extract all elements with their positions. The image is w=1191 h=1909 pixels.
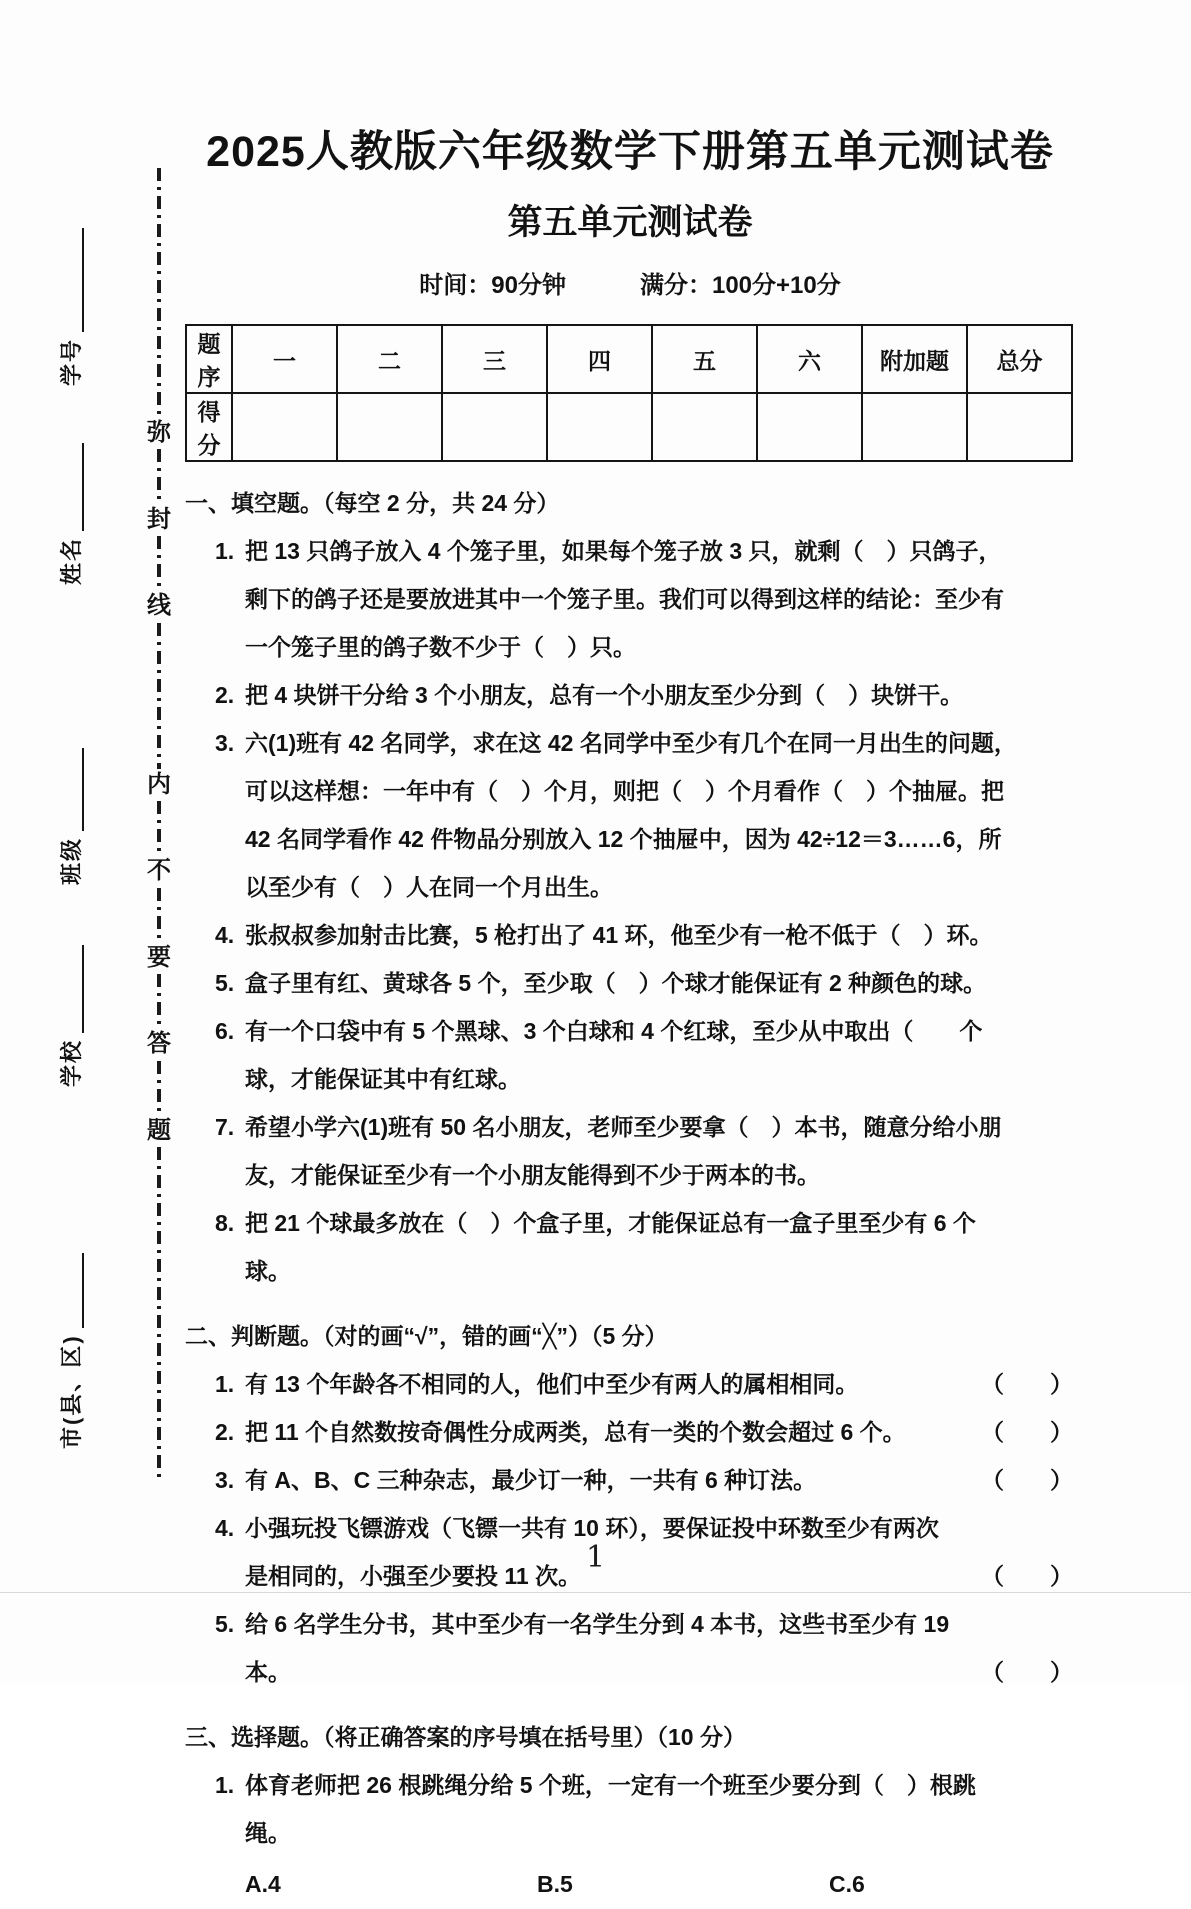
paper-content bbox=[185, 0, 1075, 1909]
question-text: 有 A、B、C 三种杂志，最少订一种，一共有 6 种订法。 bbox=[245, 1467, 817, 1494]
seal-line-segment bbox=[157, 801, 161, 855]
exam-info-row bbox=[185, 265, 1075, 300]
question-text: 体育老师把 26 根跳绳分给 5 个班，一定有一个班至少要分到（ ）根跳绳。 bbox=[245, 1772, 976, 1847]
score-cell bbox=[862, 393, 967, 461]
seal-char: 内 bbox=[147, 770, 171, 798]
section-fill-heading: 一、填空题。（每空 2 分，共 24 分） bbox=[185, 490, 560, 517]
seal-line-segment bbox=[157, 1061, 161, 1115]
seal-char: 答 bbox=[147, 1030, 171, 1058]
field-class-label: 班级 bbox=[58, 836, 84, 885]
score-table-score-row bbox=[186, 393, 1072, 461]
score-cell bbox=[337, 393, 442, 461]
question-number: 7. bbox=[215, 1114, 235, 1141]
score-table-header-cell: 附加题 bbox=[862, 325, 967, 393]
question-number: 6. bbox=[215, 1018, 235, 1045]
score-table bbox=[185, 324, 1073, 462]
question-number: 4. bbox=[215, 922, 235, 949]
score-cell bbox=[757, 393, 862, 461]
answer-parentheses: （ ） bbox=[981, 1371, 1073, 1398]
seal-line-segment bbox=[157, 536, 161, 590]
question-number: 2. bbox=[215, 682, 235, 709]
seal-line-segment bbox=[157, 168, 161, 417]
fill-question-2 bbox=[215, 671, 1075, 719]
question-number: 2. bbox=[215, 1419, 235, 1446]
score-table-header-cell: 题序 bbox=[186, 325, 232, 393]
field-name-label: 姓名 bbox=[58, 536, 84, 585]
section-judge-heading: 二、判断题。（对的画“√”，错的画“╳”）（5 分） bbox=[185, 1323, 668, 1350]
page-number: 1 bbox=[585, 1540, 606, 1575]
fill-question-4 bbox=[215, 911, 1075, 959]
seal-line-segment bbox=[157, 974, 161, 1028]
question-text: 盒子里有红、黄球各 5 个，至少取（ ）个球才能保证有 2 种颜色的球。 bbox=[245, 970, 987, 997]
question-number: 8. bbox=[215, 1210, 235, 1237]
answer-parentheses: （ ） bbox=[981, 1659, 1073, 1686]
paper-subtitle: 第五单元测试卷 bbox=[507, 203, 753, 243]
seal-char: 封 bbox=[147, 505, 171, 533]
question-text: 把 21 个球最多放在（ ）个盒子里，才能保证总有一盒子里至少有 6 个球。 bbox=[245, 1210, 976, 1285]
score-table-header-cell: 六 bbox=[757, 325, 862, 393]
question-number: 4. bbox=[215, 1515, 235, 1542]
score-table-header-row bbox=[186, 325, 1072, 393]
question-number: 5. bbox=[215, 1611, 235, 1638]
field-school bbox=[48, 945, 92, 1087]
fill-question-8 bbox=[215, 1199, 1075, 1295]
question-text: 把 11 个自然数按奇偶性分成两类，总有一类的个数会超过 6 个。 bbox=[245, 1419, 906, 1446]
choice-question-1-options bbox=[245, 1859, 1075, 1909]
question-number: 3. bbox=[215, 730, 235, 757]
question-text: 六(1)班有 42 名同学，求在这 42 名同学中至少有几个在同一月出生的问题，可以这样想：一年中有（ ）个月，则把（ ）个月看作（ ）个抽屉。把 42 名同学看作 42 件物品分别放入 12 个抽屉中，因为 42÷12＝3……6，所以至少有（ ）人在同一个月出生。 bbox=[245, 730, 1017, 901]
score-table-header-cell: 二 bbox=[337, 325, 442, 393]
seal-line-segment bbox=[157, 623, 161, 769]
field-student-id-label: 学号 bbox=[58, 337, 84, 386]
question-text: 有 13 个年龄各不相同的人，他们中至少有两人的属相相同。 bbox=[245, 1371, 859, 1398]
fill-question-7 bbox=[215, 1103, 1075, 1199]
section-choice-heading: 三、选择题。（将正确答案的序号填在括号里）（10 分） bbox=[185, 1724, 746, 1751]
fill-question-3 bbox=[215, 719, 1075, 911]
score-table-header-cell: 四 bbox=[547, 325, 652, 393]
question-text: 给 6 名学生分书，其中至少有一名学生分到 4 本书，这些书至少有 19 本。 bbox=[245, 1611, 950, 1686]
question-number: 5. bbox=[215, 970, 235, 997]
seal-char: 题 bbox=[147, 1116, 171, 1144]
judge-question-5 bbox=[215, 1600, 1075, 1696]
seal-char: 要 bbox=[147, 943, 171, 971]
seal-line-segment bbox=[157, 888, 161, 942]
score-table-header-cell: 一 bbox=[232, 325, 337, 393]
seal-line-segment bbox=[157, 449, 161, 503]
seal-line bbox=[146, 168, 172, 1483]
exam-full-score: 满分：100分+10分 bbox=[639, 272, 841, 300]
field-name-blank-line bbox=[56, 443, 84, 531]
score-cell bbox=[652, 393, 757, 461]
fill-question-6 bbox=[215, 1007, 1075, 1103]
question-number: 1. bbox=[215, 1371, 235, 1398]
option-b: B.5 bbox=[537, 1871, 573, 1898]
score-table-header-cell: 总分 bbox=[967, 325, 1072, 393]
score-table-header-cell: 三 bbox=[442, 325, 547, 393]
field-name bbox=[48, 443, 92, 585]
page-bottom-divider bbox=[0, 1592, 1191, 1593]
question-number: 3. bbox=[215, 1467, 235, 1494]
answer-parentheses: （ ） bbox=[981, 1563, 1073, 1590]
field-student-id bbox=[48, 228, 92, 386]
option-a: A.4 bbox=[245, 1871, 281, 1898]
judge-question-3 bbox=[215, 1456, 1075, 1504]
field-class bbox=[48, 748, 92, 885]
field-school-label: 学校 bbox=[58, 1038, 84, 1087]
score-cell bbox=[442, 393, 547, 461]
seal-char: 不 bbox=[147, 857, 171, 885]
field-city-district-blank-line bbox=[56, 1253, 84, 1328]
field-class-blank-line bbox=[56, 748, 84, 831]
question-number: 1. bbox=[215, 1772, 235, 1799]
field-city-district bbox=[48, 1253, 92, 1449]
judge-question-2 bbox=[215, 1408, 1075, 1456]
question-text: 希望小学六(1)班有 50 名小朋友，老师至少要拿（ ）本书，随意分给小朋友，才能保证至少有一个小朋友能得到不少于两本的书。 bbox=[245, 1114, 1002, 1189]
field-school-blank-line bbox=[56, 945, 84, 1033]
field-city-district-label: 市(县、区) bbox=[58, 1334, 84, 1449]
question-text: 把 13 只鸽子放入 4 个笼子里，如果每个笼子放 3 只，就剩（ ）只鸽子，剩下的鸽子还是要放进其中一个笼子里。我们可以得到这样的结论：至少有一个笼子里的鸽子数不少于（ ）只。 bbox=[245, 538, 1004, 661]
paper-title: 2025人教版六年级数学下册第五单元测试卷 bbox=[206, 128, 1054, 176]
choice-question-1 bbox=[215, 1761, 1075, 1857]
question-number: 1. bbox=[215, 538, 235, 565]
field-student-id-blank-line bbox=[56, 228, 84, 332]
seal-char: 线 bbox=[147, 592, 171, 620]
score-cell bbox=[232, 393, 337, 461]
fill-question-1 bbox=[215, 527, 1075, 671]
seal-line-segment bbox=[157, 1147, 161, 1483]
score-table-header-cell: 五 bbox=[652, 325, 757, 393]
option-c: C.6 bbox=[829, 1871, 865, 1898]
question-text: 有一个口袋中有 5 个黑球、3 个白球和 4 个红球，至少从中取出（ 个球，才能保证其中有红球。 bbox=[245, 1018, 983, 1093]
question-text: 张叔叔参加射击比赛，5 枪打出了 41 环，他至少有一枪不低于（ ）环。 bbox=[245, 922, 993, 949]
fill-question-5 bbox=[215, 959, 1075, 1007]
score-cell bbox=[967, 393, 1072, 461]
answer-parentheses: （ ） bbox=[981, 1419, 1073, 1446]
question-text: 小强玩投飞镖游戏（飞镖一共有 10 环），要保证投中环数至少有两次是相同的，小强至少要投 11 次。 bbox=[245, 1515, 939, 1590]
question-text: 把 4 块饼干分给 3 个小朋友，总有一个小朋友至少分到（ ）块饼干。 bbox=[245, 682, 964, 709]
judge-question-1 bbox=[215, 1360, 1075, 1408]
exam-time: 时间：90分钟 bbox=[419, 272, 566, 300]
seal-char: 弥 bbox=[147, 419, 171, 447]
score-table-row-label: 得分 bbox=[186, 393, 232, 461]
answer-parentheses: （ ） bbox=[981, 1467, 1073, 1494]
score-cell bbox=[547, 393, 652, 461]
